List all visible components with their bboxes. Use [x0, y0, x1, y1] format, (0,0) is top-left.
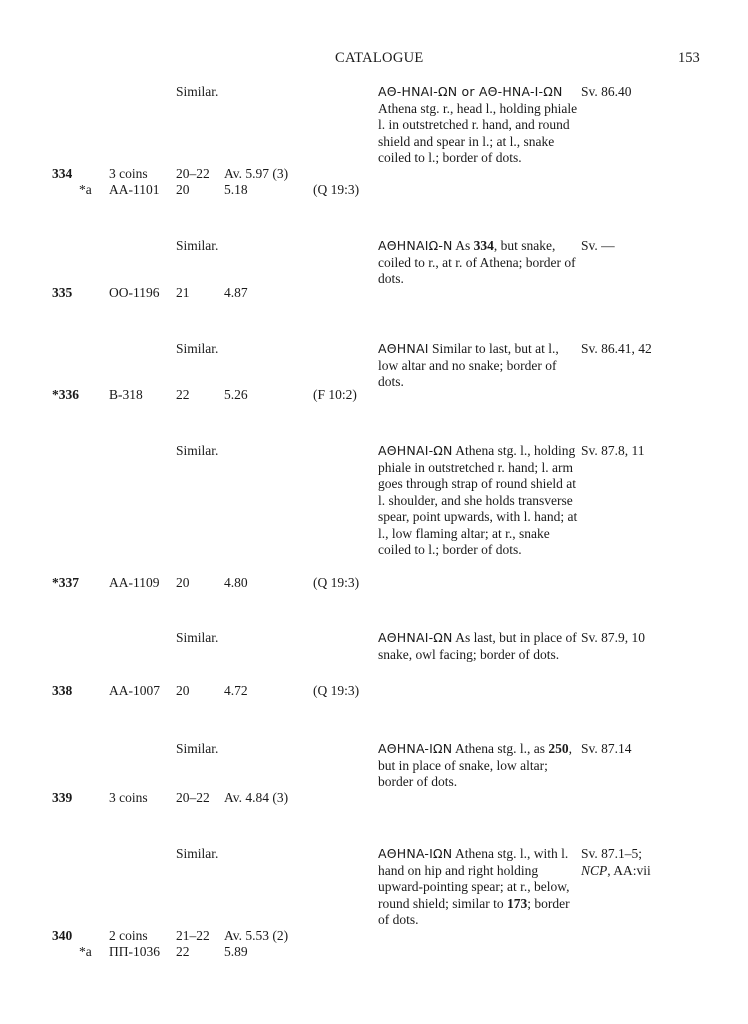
coin-size: 20	[176, 575, 190, 590]
obverse-note: Similar.	[176, 741, 219, 756]
reverse-legend: ΑΘHNAIΩ-N	[378, 238, 453, 253]
entry-number: 340	[52, 928, 73, 943]
coin-weight: Av. 5.53 (2)	[224, 928, 289, 943]
coin-size: 22	[176, 387, 190, 402]
coin-weight: 5.89	[224, 944, 248, 959]
reference	[581, 846, 731, 879]
collection-id: 3 coins	[109, 790, 148, 805]
description-text: As last, but in place of snake, owl facing; border of dots.	[378, 630, 577, 662]
coin-size: 21–22	[176, 928, 210, 943]
collection-id: 3 coins	[109, 166, 148, 181]
description-text: Similar to last, but at l., low altar and no snake; border of dots.	[378, 341, 559, 389]
collection-id: AA-1109	[109, 575, 160, 590]
reference: Sv. 87.9, 10	[581, 630, 646, 645]
coin-size: 20	[176, 683, 190, 698]
cross-reference-number: 334	[473, 238, 494, 253]
obverse-note: Similar.	[176, 84, 219, 99]
collection-id: OO-1196	[109, 285, 160, 300]
reverse-legend: ΑΘHNAI-ΩN	[378, 443, 453, 458]
reverse-legend: ΑΘHNA-IΩN	[378, 741, 453, 756]
reverse-description	[378, 846, 578, 929]
entry-number: 335	[52, 285, 73, 300]
reference: Sv. —	[581, 238, 615, 253]
reference-line: Sv. 87.1–5;	[581, 846, 643, 861]
description-text: , but in place of snake, low altar; border of dots.	[378, 741, 572, 789]
description-text: Athena stg. l., holding phiale in outstretched r. hand; l. arm goes through strap of round shield at l. shoulder, and she holds transverse spear, point upwards, with l. hand; at l., low flaming altar; at r., snake coiled to l.; border of dots.	[378, 443, 578, 557]
cross-reference-number: 173	[507, 895, 528, 911]
reverse-description	[378, 84, 578, 167]
plate-reference: (F 10:2)	[313, 387, 357, 402]
entry-number: *337	[52, 575, 79, 590]
collection-id: B-318	[109, 387, 143, 402]
page-number: 153	[678, 50, 700, 66]
coin-size: 22	[176, 944, 190, 959]
sub-entry-marker: *a	[79, 182, 92, 197]
description-text: Athena stg. l., with l. hand on hip and right holding upward-pointing spear; at r., below, round shield; similar to	[378, 846, 570, 911]
description-text: Athena stg. l., as	[454, 741, 545, 756]
reference: Sv. 86.40	[581, 84, 632, 99]
obverse-note: Similar.	[176, 238, 219, 253]
reverse-description	[378, 341, 578, 391]
reverse-description	[378, 630, 578, 663]
reverse-description	[378, 443, 578, 559]
coin-size: 20–22	[176, 166, 210, 181]
plate-reference: (Q 19:3)	[313, 575, 360, 590]
entry-number: 339	[52, 790, 73, 805]
reference-line: , AA:vii	[607, 862, 651, 878]
obverse-note: Similar.	[176, 443, 219, 458]
obverse-note: Similar.	[176, 630, 219, 645]
entry-number: *336	[52, 387, 79, 402]
obverse-note: Similar.	[176, 846, 219, 861]
description-text: Athena stg. r., head l., holding phiale l. in outstretched r. hand, and round shield and spear in l.; at l., snake coiled to l.; border of dots.	[378, 100, 578, 165]
coin-size: 20	[176, 182, 190, 197]
coin-weight: Av. 5.97 (3)	[224, 166, 289, 181]
description-text: ; border of dots.	[378, 895, 570, 927]
reverse-legend: ΑΘHNAI	[378, 341, 429, 356]
coin-weight: 5.18	[224, 182, 248, 197]
coin-weight: 4.87	[224, 285, 248, 300]
coin-weight: 4.80	[224, 575, 248, 590]
description-text: As	[455, 238, 471, 253]
sub-entry-marker: *a	[79, 944, 92, 959]
collection-id: AA-1007	[109, 683, 160, 698]
coin-size: 21	[176, 285, 190, 300]
coin-weight: 5.26	[224, 387, 248, 402]
reference-abbrev: NCP	[581, 862, 608, 878]
collection-id: ΠΠ-1036	[109, 944, 160, 959]
reverse-legend: ΑΘ-HNAI-ΩN or ΑΘ-HNA-I-ΩN	[378, 84, 563, 99]
reverse-legend: ΑΘHNAI-ΩN	[378, 630, 453, 645]
coin-size: 20–22	[176, 790, 210, 805]
entry-number: 338	[52, 683, 73, 698]
reference: Sv. 86.41, 42	[581, 341, 652, 356]
page-header-title: CATALOGUE	[335, 50, 424, 66]
plate-reference: (Q 19:3)	[313, 683, 360, 698]
collection-id: AA-1101	[109, 182, 160, 197]
obverse-note: Similar.	[176, 341, 219, 356]
reverse-legend: ΑΘHNA-IΩN	[378, 846, 453, 861]
coin-weight: Av. 4.84 (3)	[224, 790, 289, 805]
coin-weight: 4.72	[224, 683, 248, 698]
entry-number: 334	[52, 166, 73, 181]
description-text: , but snake, coiled to r., at r. of Athena; border of dots.	[378, 238, 576, 286]
collection-id: 2 coins	[109, 928, 148, 943]
plate-reference: (Q 19:3)	[313, 182, 360, 197]
cross-reference-number: 250	[548, 741, 569, 756]
reference: Sv. 87.8, 11	[581, 443, 645, 458]
reverse-description	[378, 238, 578, 288]
reference: Sv. 87.14	[581, 741, 632, 756]
reverse-description	[378, 741, 578, 791]
